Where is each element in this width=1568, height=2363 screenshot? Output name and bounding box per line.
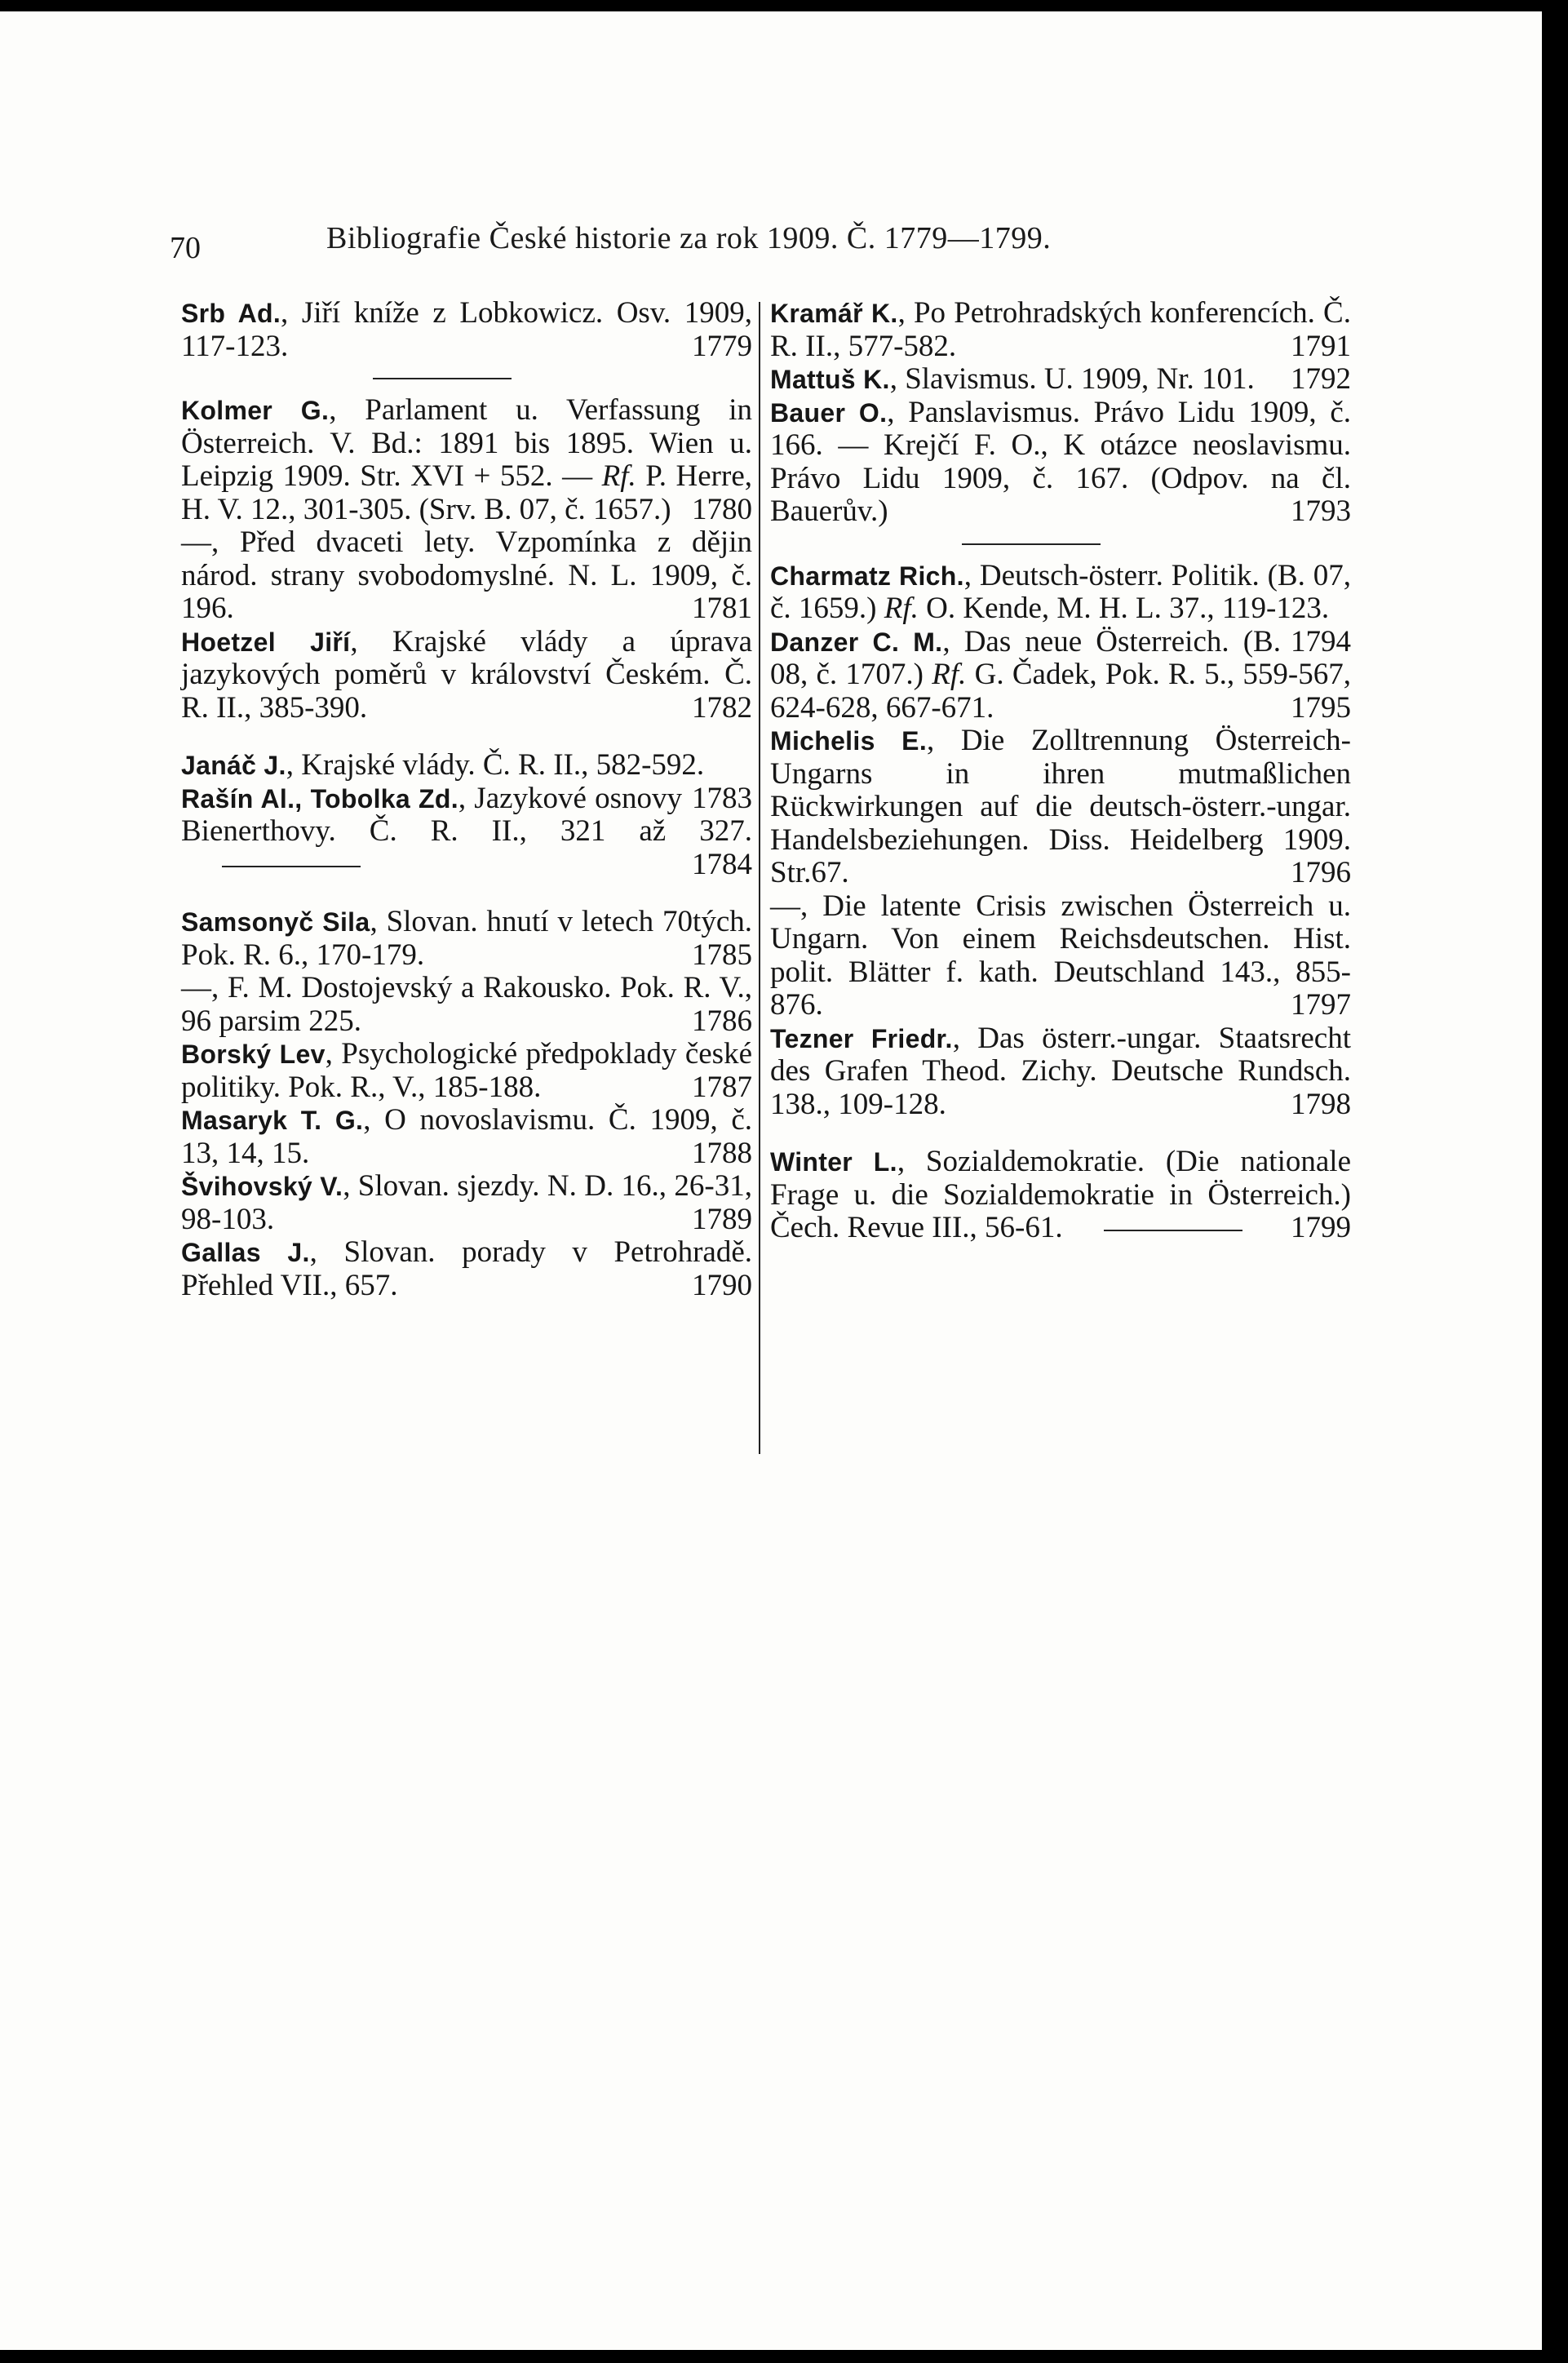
review-marker: Rf.	[601, 459, 636, 493]
entry-citation: , Die Zolltrennung Österreich-Ungarns in ihren mutmaßlichen Rückwirkungen auf die deutsch-österr.-ungar. Handelsbeziehungen. Diss. Heidelberg 1909. Str.67.	[770, 724, 1351, 889]
entry-author: Rašín Al., Tobolka Zd.	[181, 783, 458, 814]
bibliography-entry	[770, 1022, 1351, 1122]
entry-text	[181, 1104, 752, 1170]
entry-text	[181, 972, 752, 1038]
bibliography-entry	[181, 526, 752, 626]
entry-text	[770, 1022, 1351, 1122]
entry-citation: , Slavismus. U. 1909, Nr. 101.	[889, 362, 1255, 396]
entry-gap	[770, 1121, 1351, 1146]
review-marker: Rf.	[884, 592, 919, 625]
entry-text	[181, 297, 752, 363]
entry-text	[770, 363, 1351, 397]
entry-author: Mattuš K.	[770, 365, 890, 394]
entry-citation: , Sozialdemokratie. (Die nationale Frage u. die Sozialdemokratie in Österreich.) Čech. Revue III., 56-61.	[770, 1145, 1351, 1244]
entry-citation: , Krajské vlády. Č. R. II., 582-592.	[286, 748, 705, 782]
bibliography-entry	[181, 297, 752, 363]
entry-citation: , Krajské vlády a úprava jazykových poměrů v království Českém. Č. R. II., 385-390.	[181, 624, 752, 725]
entry-author: Samsonyč Sila	[181, 907, 370, 937]
bibliography-entry	[770, 1146, 1351, 1245]
entry-text	[181, 394, 752, 526]
entry-citation: , Slovan. sjezdy. N. D. 16., 26-31, 98-103.	[181, 1169, 752, 1236]
entry-number: 1795	[1291, 690, 1351, 725]
entry-author: Michelis E.	[770, 726, 928, 756]
entry-citation: , Slovan. hnutí v letech 70tých. Pok. R. 6., 170-179.	[181, 905, 752, 972]
entry-author: Charmatz Rich.	[770, 561, 964, 591]
entry-number: 1785	[692, 938, 752, 972]
entry-number: 1794	[1291, 624, 1351, 658]
entry-text	[181, 1236, 752, 1302]
entry-text	[181, 1038, 752, 1104]
entry-number: 1799	[1291, 1211, 1351, 1244]
entry-number: 1783	[692, 781, 752, 815]
entry-number: 1790	[692, 1268, 752, 1302]
entry-number: 1789	[692, 1202, 752, 1236]
entry-citation: , Po Petrohradských konferencích. Č. R. II., 577-582.	[770, 296, 1351, 363]
bibliography-entry	[181, 906, 752, 972]
entry-citation: , Deutsch-österr. Politik. (B. 07, č. 1659.)	[770, 558, 1351, 625]
entry-author: Kolmer G.	[181, 396, 330, 425]
entry-gap	[181, 725, 752, 749]
entry-text	[770, 725, 1351, 890]
bibliography-entry	[181, 782, 752, 882]
entry-citation: , Parlament u. Verfassung in Österreich. V. Bd.: 1891 bis 1895. Wien u. Leipzig 1909. Str. XVI + 552. —	[181, 393, 752, 493]
entry-author: Danzer C. M.	[770, 627, 943, 657]
bibliography-entry	[770, 297, 1351, 363]
entry-author: Janáč J.	[181, 751, 286, 780]
entry-number: 1781	[692, 592, 752, 625]
entry-number: 1796	[1291, 856, 1351, 889]
entry-author: Tezner Friedr.	[770, 1023, 953, 1053]
entry-number: 1791	[1291, 329, 1351, 363]
entry-text	[770, 1146, 1351, 1245]
entry-citation-cont: P. Herre, H. V. 12., 301-305. (Srv. B. 07, č. 1657.)	[181, 459, 752, 526]
entry-number: 1797	[1291, 988, 1351, 1022]
entry-number: 1786	[692, 1004, 752, 1038]
entry-text	[181, 906, 752, 972]
section-separator	[770, 529, 1351, 560]
review-marker: Rf.	[932, 658, 967, 691]
bibliography-entry	[181, 1170, 752, 1236]
entry-citation: , Das österr.-ungar. Staatsrecht des Grafen Theod. Zichy. Deutsche Rundsch. 138., 109-128.	[770, 1021, 1352, 1121]
bibliography-entry	[181, 1038, 752, 1104]
bibliography-entry	[770, 363, 1351, 397]
page-number: 70	[170, 231, 201, 265]
bibliography-entry	[181, 972, 752, 1038]
entry-text	[770, 397, 1351, 529]
section-rule	[222, 866, 361, 867]
section-separator	[181, 363, 752, 394]
entry-author: Gallas J.	[181, 1238, 310, 1267]
entry-author: Srb Ad.	[181, 299, 281, 328]
scan-edge	[1542, 0, 1568, 2363]
bibliography-entry	[770, 890, 1351, 1022]
entry-number: 1784	[692, 847, 752, 881]
page	[0, 11, 1542, 2350]
entry-citation: , O novoslavismu. Č. 1909, č. 13, 14, 15.	[181, 1103, 752, 1170]
entry-citation: —, F. M. Dostojevský a Rakousko. Pok. R. V., 96 parsim 225.	[181, 971, 752, 1038]
entry-author: Švihovský V.	[181, 1172, 343, 1201]
entry-text	[770, 626, 1351, 725]
entry-author: Hoetzel Jiří	[181, 627, 351, 657]
column-divider	[759, 302, 760, 1454]
entry-citation: —, Před dvaceti lety. Vzpomínka z dějin národ. strany svobodomyslné. N. L. 1909, č. 196.	[181, 525, 752, 625]
entry-number: 1792	[1291, 362, 1351, 396]
section-rule	[1104, 1230, 1242, 1231]
entry-author: Winter L.	[770, 1147, 897, 1177]
entry-author: Bauer O.	[770, 397, 888, 428]
entry-number: 1798	[1291, 1087, 1351, 1121]
running-title: Bibliografie České historie za rok 1909. Č. 1779—1799.	[326, 221, 1052, 255]
page-header	[170, 220, 1344, 269]
entry-author: Kramář K.	[770, 299, 898, 328]
entry-number: 1780	[692, 492, 752, 526]
entry-number: 1779	[692, 329, 752, 363]
entry-author: Masaryk T. G.	[181, 1106, 364, 1135]
bibliography-entry	[181, 626, 752, 725]
bibliography-entry	[181, 1236, 752, 1302]
entry-number: 1788	[692, 1136, 752, 1170]
entry-citation-cont: G. Čadek, Pok. R. 5., 559-567, 624-628, 667-671.	[770, 658, 1351, 725]
right-column	[770, 297, 1351, 1245]
entry-citation: , Jazykové osnovy Bienerthovy. Č. R. II., 321 až 327.	[181, 781, 752, 848]
bibliography-entry	[181, 394, 752, 526]
entry-author: Borský Lev	[181, 1040, 326, 1069]
entry-text	[181, 782, 752, 882]
entry-citation: —, Die latente Crisis zwischen Österreich u. Ungarn. Von einem Reichsdeutschen. Hist. polit. Blätter f. kath. Deutschland 143., 855-876.	[770, 889, 1351, 1022]
entry-text	[181, 526, 752, 626]
bibliography-entry	[770, 397, 1351, 529]
left-column	[181, 297, 752, 1302]
entry-citation: , Jiří kníže z Lobkowicz. Osv. 1909, 117-123.	[181, 296, 752, 363]
entry-citation-cont: O. Kende, M. H. L. 37., 119-123.	[918, 592, 1330, 625]
entry-text	[181, 1170, 752, 1236]
entry-text	[770, 890, 1351, 1022]
entry-text	[770, 297, 1351, 363]
entry-number: 1793	[1291, 494, 1351, 528]
bibliography-entry	[181, 1104, 752, 1170]
entry-text	[181, 626, 752, 725]
entry-citation: , Das neue Österreich. (B. 08, č. 1707.)	[770, 624, 1281, 691]
entry-citation: , Slovan. porady v Petrohradě. Přehled VII., 657.	[181, 1235, 752, 1302]
entry-number: 1787	[692, 1070, 752, 1104]
entry-citation: , Panslavismus. Právo Lidu 1909, č. 166. — Krejčí F. O., K otázce neoslavismu. Právo Lidu 1909, č. 167. (Odpov. na čl. Bauerův.)	[770, 395, 1351, 528]
entry-number: 1782	[692, 690, 752, 725]
bibliography-entry	[770, 725, 1351, 890]
entry-gap	[181, 881, 752, 906]
entry-citation: , Psychologické předpoklady české politiky. Pok. R., V., 185-188.	[181, 1037, 752, 1104]
bibliography-entry	[770, 626, 1351, 725]
